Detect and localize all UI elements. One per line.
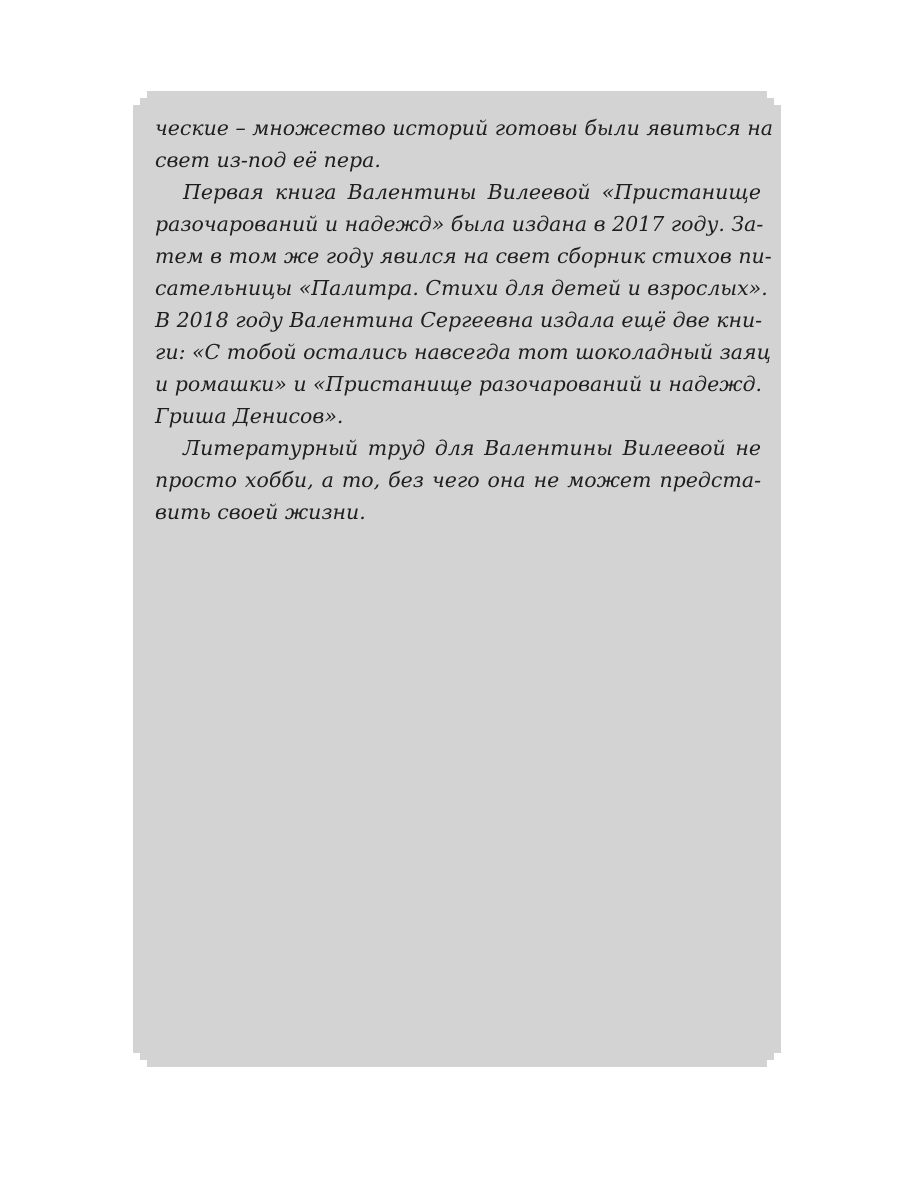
paragraph-2 bbox=[155, 176, 772, 432]
text-line: Литературный труд для Валентины Вилеевой не bbox=[183, 436, 761, 460]
text-line: ческие – множество историй готовы были явиться на bbox=[155, 116, 773, 140]
text-line: тем в том же году явился на свет сборник стихов пи- bbox=[155, 244, 772, 268]
text-line: Первая книга Валентины Вилеевой «Пристанище bbox=[183, 180, 761, 204]
text-line: свет из-под её пера. bbox=[155, 148, 381, 172]
text-line: просто хобби, а то, без чего она не может предста- bbox=[155, 468, 761, 492]
corner-dot-top-right bbox=[767, 98, 774, 105]
text-line: ги: «С тобой остались навсегда тот шоколадный заяц bbox=[155, 340, 771, 364]
corner-dot-bottom-left bbox=[140, 1053, 147, 1060]
corner-dot-bottom-right bbox=[767, 1053, 774, 1060]
paragraph-3 bbox=[155, 432, 761, 528]
text-line: В 2018 году Валентина Сергеевна издала ещё две кни- bbox=[155, 308, 763, 332]
body-text bbox=[155, 112, 773, 528]
corner-dot-top-left bbox=[140, 98, 147, 105]
paragraph-1 bbox=[155, 112, 773, 176]
text-line: Гриша Денисов». bbox=[155, 404, 344, 428]
text-line: и ромашки» и «Пристанище разочарований и надежд. bbox=[155, 372, 763, 396]
text-line: вить своей жизни. bbox=[155, 500, 366, 524]
text-line: разочарований и надежд» была издана в 2017 году. За- bbox=[155, 212, 764, 236]
text-line: сательницы «Палитра. Стихи для детей и взрослых». bbox=[155, 276, 768, 300]
